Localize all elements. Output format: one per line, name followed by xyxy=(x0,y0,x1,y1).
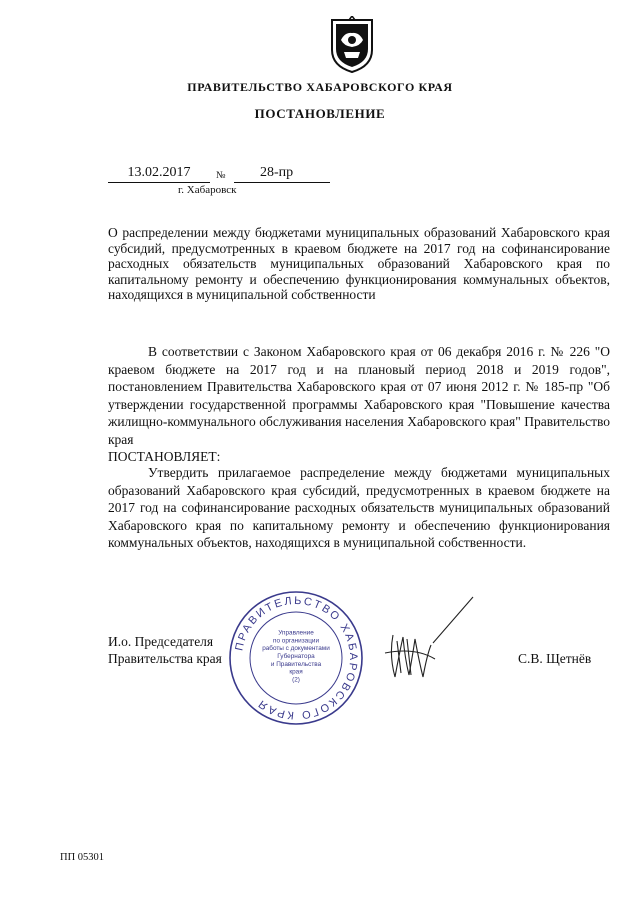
decree-date: 13.02.2017 xyxy=(108,164,210,183)
coat-of-arms-icon xyxy=(327,16,377,74)
svg-text:по организации: по организации xyxy=(272,637,320,645)
svg-text:Управление: Управление xyxy=(278,629,314,637)
preamble-paragraph: В соответствии с Законом Хабаровского края от 06 декабря 2016 г. № 226 "О краевом бюджете на 2017 год и на плановый период 2018 и 2019 годов", постановлением Правительства Хабаровского края от 07 июня 2012 г. № 185-пр "Об утверждении государственной программы Хабаровского края "Повышение качества жилищно-коммунального обслуживания населения Хабаровского края" Правительство края xyxy=(108,344,610,447)
signer-role-line2: Правительства края xyxy=(108,651,222,666)
decree-title: О распределении между бюджетами муниципальных образований Хабаровского края субсидий, предусмотренных в краевом бюджете на 2017 год на софинансирование расходных обязательств муниципальных образований Хабаровского края по капитальному ремонту и обеспечению функционирования коммунальных объектов, находящихся в муниципальной собственности xyxy=(108,225,610,302)
handwritten-signature xyxy=(375,595,485,685)
svg-text:(2): (2) xyxy=(292,676,300,684)
number-sign: № xyxy=(216,170,226,181)
decree-number: 28-пр xyxy=(234,164,330,183)
resolves-heading: ПОСТАНОВЛЯЕТ: xyxy=(108,449,221,464)
svg-text:края: края xyxy=(289,668,303,676)
svg-text:работы с документами: работы с документами xyxy=(262,645,330,653)
official-stamp xyxy=(226,588,366,728)
government-name: ПРАВИТЕЛЬСТВО ХАБАРОВСКОГО КРАЯ xyxy=(187,80,453,94)
document-type: ПОСТАНОВЛЕНИЕ xyxy=(254,106,386,121)
signer-role-line1: И.о. Председателя xyxy=(108,634,214,649)
svg-text:Губернатора: Губернатора xyxy=(277,653,315,660)
resolution-paragraph: Утвердить прилагаемое распределение между бюджетами муниципальных образований Хабаровского края субсидий, предусмотренных в краевом бюджете на 2017 год на софинансирование расходных обязательств муниципальных образований Хабаровского края по капитальному ремонту и обеспечению функционирования коммунальных объектов, находящихся в муниципальной собственности. xyxy=(108,465,610,550)
document-id: ПП 05301 xyxy=(60,852,105,863)
svg-text:ПРАВИТЕЛЬСТВО ХАБАРОВСКОГО КРА: ПРАВИТЕЛЬСТВО ХАБАРОВСКОГО КРАЯ xyxy=(233,594,360,722)
signer-name: С.В. Щетнёв xyxy=(518,651,592,666)
svg-text:и Правительства: и Правительства xyxy=(270,660,322,668)
issue-city: г. Хабаровск xyxy=(178,184,237,196)
